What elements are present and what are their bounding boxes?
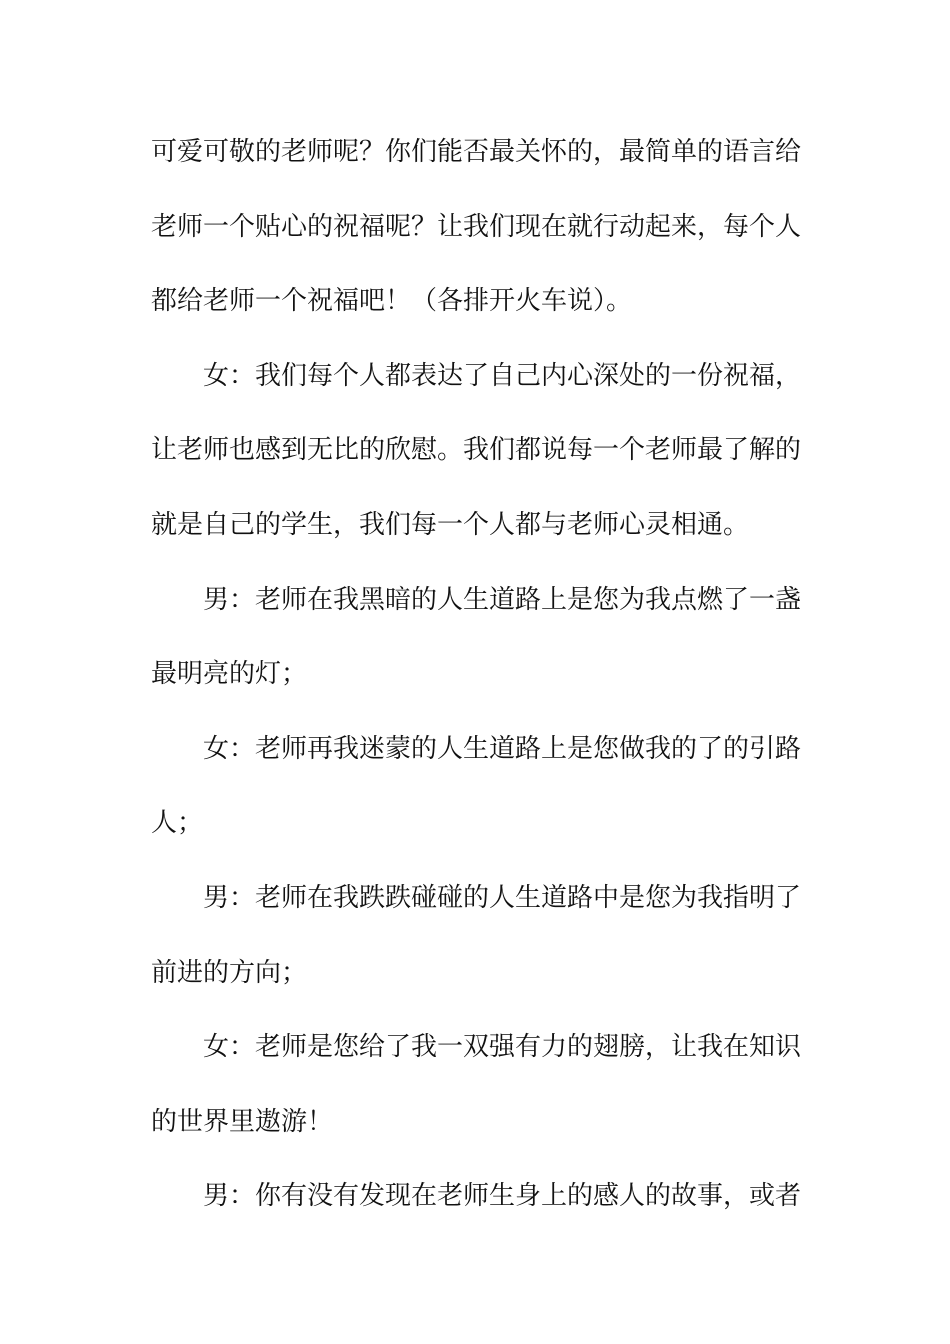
- text-line: 最明亮的灯；: [151, 659, 308, 690]
- text-line: 可爱可敬的老师呢？你们能否最关怀的，最简单的语言给: [151, 137, 802, 167]
- text-line: 就是自己的学生，我们每一个人都与老师心灵相通。: [151, 509, 750, 540]
- text-line: 让老师也感到无比的欣慰。我们都说每一个老师最了解的: [151, 435, 802, 466]
- body-text: [151, 128, 802, 1247]
- text-line: 老师一个贴心的祝福呢？让我们现在就行动起来，每个人: [151, 211, 802, 242]
- text-line: 女：我们每个人都表达了自己内心深处的一份祝福，: [203, 360, 802, 391]
- text-line: 男：老师在我黑暗的人生道路上是您为我点燃了一盏: [203, 584, 802, 615]
- text-line: 人；: [151, 808, 204, 839]
- text-line: 的世界里遨游！: [151, 1106, 334, 1137]
- text-line: 女：老师再我迷蒙的人生道路上是您做我的了的引路: [203, 733, 802, 764]
- text-line: 男：老师在我跌跌碰碰的人生道路中是您为我指明了: [203, 882, 802, 913]
- text-line: 男：你有没有发现在老师生身上的感人的故事，或者: [203, 1181, 802, 1212]
- text-line: 女：老师是您给了我一双强有力的翅膀，让我在知识: [203, 1032, 802, 1063]
- text-line: 都给老师一个祝福吧！（各排开火车说）。: [151, 286, 633, 317]
- text-line: 前进的方向；: [151, 957, 308, 988]
